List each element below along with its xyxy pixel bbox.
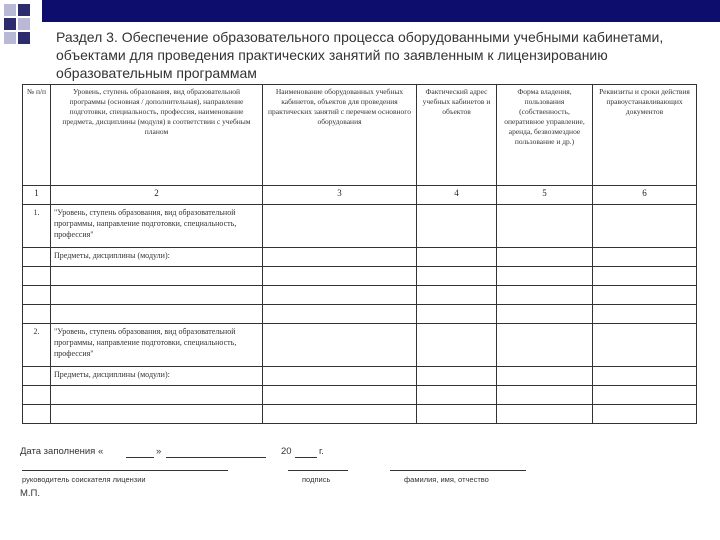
date-day-field[interactable] bbox=[126, 457, 154, 458]
full-name-line[interactable] bbox=[390, 470, 526, 471]
decor-square bbox=[4, 4, 16, 16]
level-description: "Уровень, ступень образования, вид образовательной программы, направление подготовки, специальность, профессия" bbox=[51, 205, 263, 248]
date-month-field[interactable] bbox=[166, 457, 266, 458]
column-number: 4 bbox=[417, 186, 497, 205]
header-cell-ownership: Форма владения, пользования (собственность, оперативное управление, аренда, безвозмездное пользование и др.) bbox=[497, 85, 593, 186]
row-number: 1. bbox=[23, 205, 51, 248]
decor-square bbox=[4, 32, 16, 44]
table-row bbox=[23, 324, 697, 367]
column-number: 1 bbox=[23, 186, 51, 205]
level-description: "Уровень, ступень образования, вид образовательной программы, направление подготовки, специальность, профессия" bbox=[51, 324, 263, 367]
date-prefix: Дата заполнения « bbox=[20, 446, 104, 457]
table-row bbox=[23, 405, 697, 424]
table-row bbox=[23, 367, 697, 386]
subjects-label: Предметы, дисциплины (модули): bbox=[51, 248, 263, 267]
signature-label: подпись bbox=[302, 475, 331, 484]
column-number: 5 bbox=[497, 186, 593, 205]
year-suffix: г. bbox=[319, 446, 324, 457]
decor-square bbox=[4, 18, 16, 30]
header-cell-number: № п/п bbox=[23, 85, 51, 186]
header-cell-address: Фактический адрес учебных кабинетов и объектов bbox=[417, 85, 497, 186]
header-cell-rooms: Наименование оборудованных учебных кабинетов, объектов для проведения практических занятий с перечнем основного оборудования bbox=[263, 85, 417, 186]
table-row bbox=[23, 386, 697, 405]
header-cell-level: Уровень, ступень образования, вид образовательной программы (основная / дополнительная), направление подготовки, специальность, профессия, наименование предмета, дисциплины (модуля) в соответствии с учебным планом bbox=[51, 85, 263, 186]
table-row bbox=[23, 305, 697, 324]
header-cell-documents: Реквизиты и сроки действия правоустанавливающих документов bbox=[593, 85, 697, 186]
date-close: » bbox=[156, 446, 162, 457]
seal-label: М.П. bbox=[20, 488, 41, 499]
row-number: 2. bbox=[23, 324, 51, 367]
column-number: 3 bbox=[263, 186, 417, 205]
equipment-table bbox=[22, 84, 697, 424]
subjects-label: Предметы, дисциплины (модули): bbox=[51, 367, 263, 386]
column-number: 6 bbox=[593, 186, 697, 205]
decor-square bbox=[18, 4, 30, 16]
decor-square bbox=[18, 32, 30, 44]
column-number-row bbox=[23, 186, 697, 205]
table-row bbox=[23, 286, 697, 305]
decor-square bbox=[18, 18, 30, 30]
header-bar bbox=[42, 0, 720, 22]
year-prefix: 20 bbox=[281, 446, 292, 457]
table-row bbox=[23, 205, 697, 248]
table-header-row bbox=[23, 85, 697, 186]
full-name-label: фамилия, имя, отчество bbox=[404, 475, 489, 484]
table-row bbox=[23, 267, 697, 286]
head-label: руководитель соискателя лицензии bbox=[22, 475, 146, 484]
table-row bbox=[23, 248, 697, 267]
column-number: 2 bbox=[51, 186, 263, 205]
head-signature-line bbox=[22, 470, 228, 471]
section-title: Раздел 3. Обеспечение образовательного процесса оборудованными учебными кабинетами, объектами для проведения практических занятий по заявленным к лицензированию образовательным программам bbox=[56, 29, 664, 81]
signature-line[interactable] bbox=[288, 470, 348, 471]
date-year-field[interactable] bbox=[295, 457, 317, 458]
